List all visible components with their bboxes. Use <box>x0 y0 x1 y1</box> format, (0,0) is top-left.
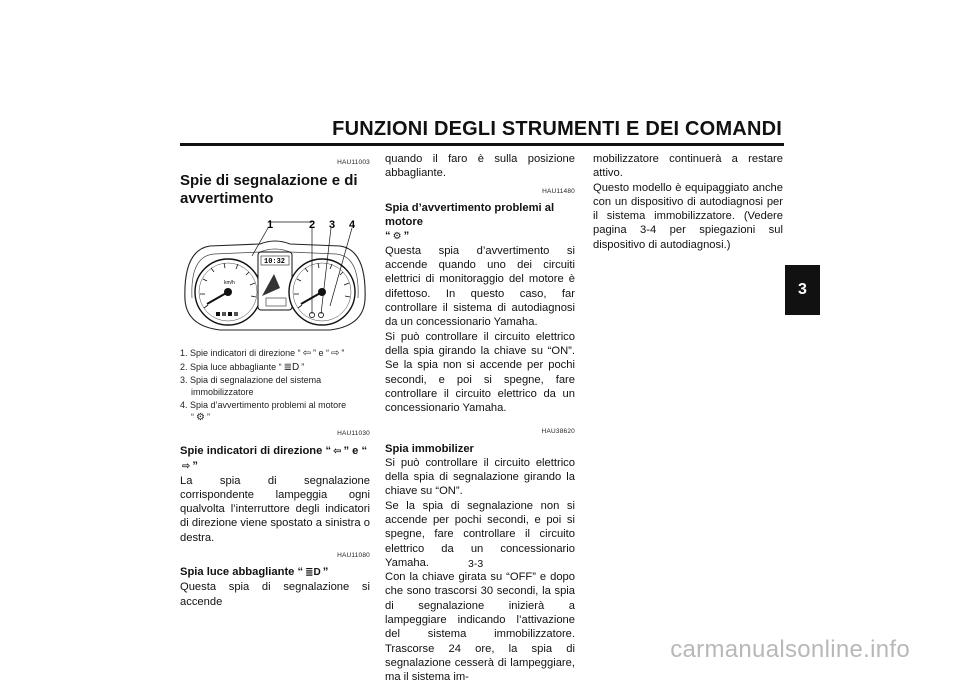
center-display <box>258 252 292 310</box>
callout-2: 2 <box>309 219 316 232</box>
turn-signal-text: La spia di segnalazione corrispondente lampeggia ogni qualvolta l’interruttore degli indicatori di direzione viene spostato a sinistra o destra. <box>180 474 370 544</box>
high-beam-icon: ≣D <box>283 361 300 373</box>
engine-warning-heading: Spia d’avvertimento problemi al motore <box>385 201 555 228</box>
chapter-tab[interactable]: 3 <box>785 265 820 315</box>
speedometer-gauge <box>195 259 261 325</box>
section-code: HAU38620 <box>541 428 575 436</box>
column-2 <box>385 152 575 685</box>
section-code: HAU11003 <box>337 159 370 166</box>
left-arrow-icon: ⇦ <box>333 445 342 457</box>
column-3 <box>593 152 783 252</box>
caption-item: 2. Spia luce abbagliante “ ≣D ” <box>180 361 305 373</box>
right-arrow-icon: ⇨ <box>331 348 340 360</box>
callout-3: 3 <box>329 219 336 232</box>
immobilizer-text-3: Con la chiave girata su “OFF” e dopo che sono trascorsi 30 secondi, la spia di segnalazione inizierà a lampeggiare indicando l’attivazione del sistema immobilizzatore. Trascorse 24 ore, la spia di segnalazione cesserà di lampeggiare, ma il sistema im- <box>385 571 575 684</box>
left-arrow-icon: ⇦ <box>302 348 311 360</box>
caption-item: 1. Spie indicatori di direzione “ ⇦ ” e “ ⇨ ” <box>180 348 345 360</box>
engine-icon: ⚙ <box>392 230 402 242</box>
high-beam-text-cont: quando il faro è sulla posizione abbagliante. <box>385 153 575 180</box>
section-code: HAU11480 <box>542 187 575 195</box>
watermark: carmanualsonline.info <box>670 636 910 663</box>
section-title: Spie di segnalazione e di avvertimento <box>180 172 358 208</box>
high-beam-heading: Spia luce abbagliante “ ≣D ” <box>180 566 329 579</box>
section-code: HAU11080 <box>337 552 370 560</box>
column-1 <box>180 152 370 609</box>
speed-unit: km/h <box>224 280 235 287</box>
caption-item: 4. Spia d’avvertimento problemi al motore “ ⚙ ” <box>180 400 347 423</box>
section-code: HAU11030 <box>337 430 370 438</box>
engine-warning-text-2: Si può controllare il circuito elettrico della spia girando la chiave su “ON”. Se la spia non si accende per pochi secondi, e poi si spegne, fare controllare il circuito elettrico da un concessionario Yamaha. <box>385 330 575 415</box>
tachometer-gauge <box>289 259 355 325</box>
instrument-cluster-figure <box>180 216 370 342</box>
callout-4: 4 <box>349 219 356 232</box>
caption-item: 3. Spia di segnalazione del sistema immobilizzatore <box>180 375 322 397</box>
figure-captions <box>180 348 370 423</box>
page-number: 3-3 <box>468 558 484 570</box>
immobilizer-heading: Spia immobilizer <box>385 442 474 455</box>
high-beam-icon: ≣D <box>305 567 321 579</box>
header-rule <box>180 143 784 146</box>
high-beam-text: Questa spia di segnalazione si accende <box>180 581 370 608</box>
engine-warning-heading-icon: “ ⚙ ” <box>385 229 410 242</box>
turn-signal-heading: Spie indicatori di direzione “ ⇦ ” e “⇨ ” <box>180 444 368 472</box>
engine-icon: ⚙ <box>196 411 205 423</box>
engine-warning-text-1: Questa spia d’avvertimento si accende quando uno dei circuiti elettrici di monitoraggio del motore è difettoso. In questo caso, far controllare il sistema di autodiagnosi da un concessionario Yamaha. <box>385 244 575 329</box>
immobilizer-text-1: Si può controllare il circuito elettrico della spia di segnalazione girando la chiave su “ON”. <box>385 456 575 498</box>
clock-readout: 10:32 <box>264 258 286 267</box>
immobilizer-text-cont: mobilizzatore continuerà a restare attivo. <box>593 153 783 180</box>
immobilizer-text-2: Se la spia di segnalazione non si accende per pochi secondi, e poi si spegne, fare controllare il circuito elettrico da un concessionario Yamaha. <box>385 499 575 569</box>
right-arrow-icon: ⇨ <box>182 460 191 472</box>
self-diagnosis-text: Questo modello è equipaggiato anche con un dispositivo di autodiagnosi per il sistema immobilizzatore. (Vedere pagina 3-4 per spiegazioni sul dispositivo di autodiagnosi.) <box>593 181 783 251</box>
callout-1: 1 <box>267 219 274 232</box>
header-title: FUNZIONI DEGLI STRUMENTI E DEI COMANDI <box>332 118 782 140</box>
